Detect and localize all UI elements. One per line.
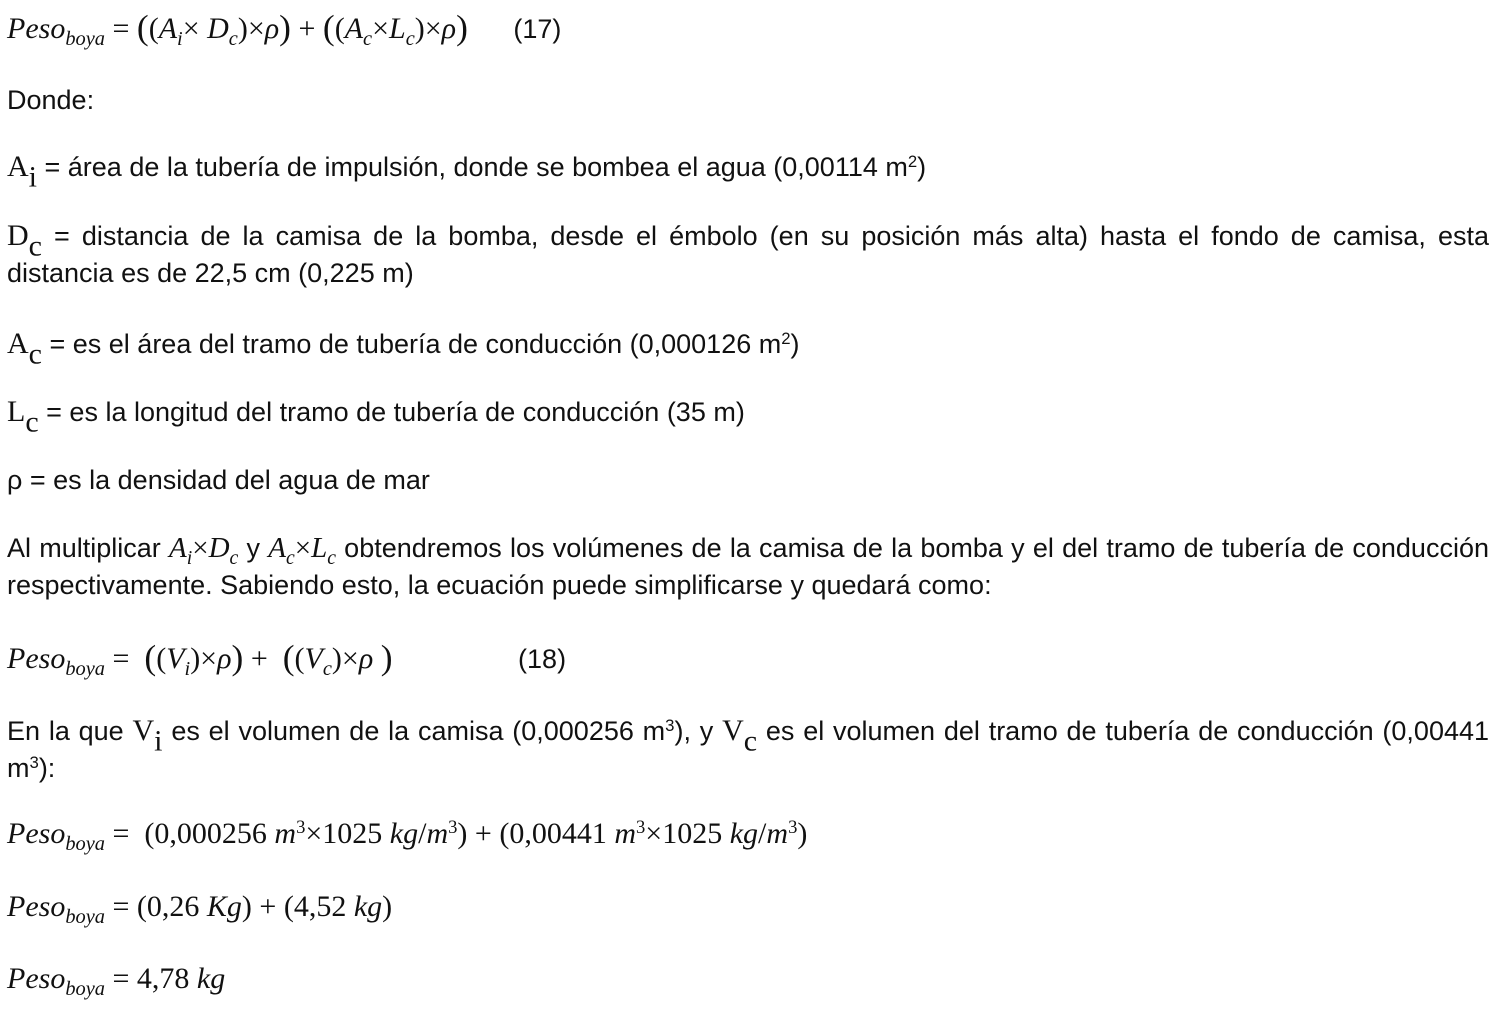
equation-number-17: (17) [513,14,562,44]
value-vc: 0,00441 [509,817,607,850]
product-ac-lc: $A_c\times L_c$ [268,532,336,569]
equation-values: Peso$_{boya}$ = (0,000256 $m^3\times 1025$ $kg/m^3) + (0,00441$ $m^3\times 1025$ $kg/m^3$) [7,816,808,856]
lc-symbol: L [7,395,26,428]
eq-lhs: Peso [7,12,66,45]
vi-subscript: i [154,724,163,758]
ac-superscript: 2 [781,328,791,348]
enla-camisa: es el volumen de la camisa (0,000256 m [162,716,666,746]
mult-intro: Al multiplicar [7,533,169,563]
definition-ac [7,326,800,371]
partial-b: 4,52 [293,890,347,923]
value-density-1: 1025 [322,817,383,850]
equation-partial: Peso$_{boya}$ = (0,26 Kg) + (4,52 kg) [7,890,393,929]
ac-tail: ) [790,329,800,359]
dc-symbol: D [7,219,29,252]
value-vi: 0,000256 [154,817,267,850]
definition-rho: ρ = es la densidad del agua de mar [7,465,430,495]
donde-label: Donde: [7,85,95,115]
equation-result: Peso$_{boya}$ = 4,78 kg [7,962,226,1001]
ai-subscript: i [28,160,38,194]
ac-description: = es el área del tramo de tubería de conducción (0,000126 m [42,329,782,359]
mult-rest: obtendremos los volúmenes de la camisa de la bomba y el del tramo de tubería de conducción respectivamente. Sabiendo esto, la ecuación puede simplificarse y quedará como: [7,533,1489,600]
definition-ai [7,149,927,194]
ai-symbol: A [7,150,29,183]
equation-17: Peso$_{boya}$ = $((A_i\times D_c)\times\rho) + ((A_c\times L_c)\times\rho)$ (17) [7,7,562,51]
paragraph-multiplicar [7,530,1489,604]
equation-18: Peso$_{boya}$ = $((V_i)\times\rho) + ((V_c)\times\rho$ ) (18) [7,637,567,681]
vc-superscript: 3 [29,752,39,772]
ai-tail: ) [917,152,927,182]
ai-description: = área de la tubería de impulsión, donde se bombea el agua (0,00114 m [37,152,908,182]
vc-symbol: V [722,714,744,747]
ai-superscript: 2 [907,151,918,171]
paragraph-en-la-que [7,712,1489,787]
dc-description: = distancia de la camisa de la bomba, desde el émbolo (en su posición más alta) hasta el fondo de camisa, esta distancia es de 22,5 cm (0,225 m) [7,221,1489,288]
enla-intro: En la que [7,716,133,746]
result-value: 4,78 [136,962,190,995]
product-ai-dc: $A_i\times D_c$ [169,532,239,569]
ac-symbol: A [7,327,29,360]
vi-superscript: 3 [665,715,675,735]
enla-and: ), y [674,716,723,746]
mult-and: y [238,533,269,563]
dc-subscript: c [28,229,42,263]
value-density-2: 1025 [662,817,723,850]
equation-number-18: (18) [518,644,567,674]
definition-lc [7,394,745,439]
lc-description: = es la longitud del tramo de tubería de conducción (35 m) [38,397,745,427]
vc-subscript: c [743,724,758,758]
partial-unit-b: kg [353,890,383,923]
definition-dc [7,217,1489,292]
partial-unit-a: Kg [206,890,242,923]
eq-lhs-sub: boya [65,28,105,51]
vi-symbol: V [132,714,155,747]
result-unit: kg [196,962,226,995]
enla-tramo: es el volumen del tramo de tubería de conducción (0,00441 m [7,716,1490,783]
enla-tail: ): [38,753,56,783]
lc-subscript: c [25,405,39,439]
ac-subscript: c [28,337,42,371]
partial-a: 0,26 [146,890,200,923]
